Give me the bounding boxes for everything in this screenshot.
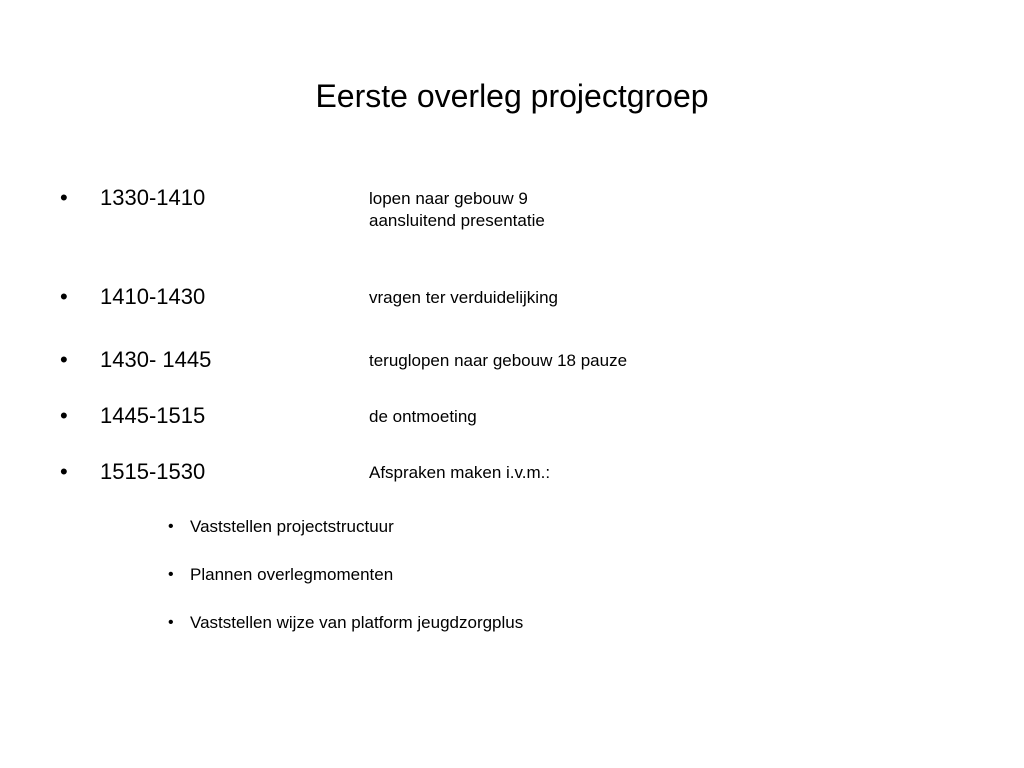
bullet-icon: • (60, 284, 68, 309)
agenda-time: 1515-1530 (100, 459, 206, 484)
agenda-time: 1330-1410 (100, 185, 206, 210)
agenda-description (369, 188, 545, 232)
agenda-time: 1445-1515 (100, 403, 206, 428)
sub-item-text: Vaststellen projectstructuur (190, 517, 394, 536)
agenda-item (0, 346, 1024, 406)
agenda-description (369, 350, 627, 372)
agenda-item (0, 283, 1024, 343)
agenda-description-line: Afspraken maken i.v.m.: (369, 463, 551, 482)
agenda-description (369, 462, 550, 484)
sub-item (0, 564, 1024, 594)
agenda-description-line: aansluitend presentatie (369, 211, 545, 230)
agenda-description-line: teruglopen naar gebouw 18 pauze (369, 351, 628, 370)
agenda-description-line: lopen naar gebouw 9 (369, 189, 528, 208)
sub-item-text: Plannen overlegmomenten (190, 565, 394, 584)
agenda-description-line: de ontmoeting (369, 407, 477, 426)
agenda-description (369, 406, 477, 428)
sub-item (0, 612, 1024, 642)
sub-bullet-icon: • (168, 566, 174, 583)
agenda-description-line: vragen ter verduidelijking (369, 288, 558, 307)
bullet-icon: • (60, 185, 68, 210)
sub-bullet-icon: • (168, 518, 174, 535)
agenda-item (0, 402, 1024, 462)
agenda-time: 1410-1430 (100, 284, 206, 309)
agenda-description (369, 287, 558, 309)
slide-title: Eerste overleg projectgroep (315, 78, 709, 114)
sub-item-text: Vaststellen wijze van platform jeugdzorgplus (190, 613, 524, 632)
agenda-time: 1430- 1445 (100, 347, 212, 372)
agenda-item (0, 184, 1024, 244)
agenda-item (0, 458, 1024, 518)
bullet-icon: • (60, 347, 68, 372)
sub-bullet-icon: • (168, 614, 174, 631)
bullet-icon: • (60, 459, 68, 484)
sub-item (0, 516, 1024, 546)
bullet-icon: • (60, 403, 68, 428)
